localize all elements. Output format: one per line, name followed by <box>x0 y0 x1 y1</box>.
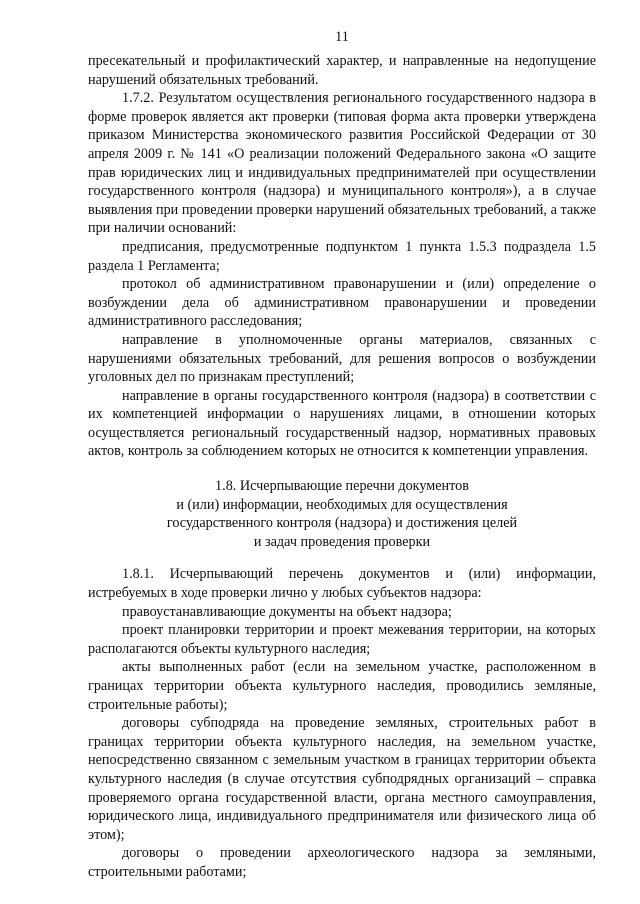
page-number: 11 <box>335 29 349 45</box>
paragraph: правоустанавливающие документы на объект надзора; <box>122 603 452 620</box>
paragraph: направление в органы государственного контроля (надзора) в соответствии с их компетенцией информации о нарушениях лицами, в отношении которых осуществляется региональный государственный надзор, нормативных правовых актов, контроль за соблюдением которых не относится к компетенции управления. <box>88 387 596 460</box>
paragraph: договоры о проведении археологического надзора за земляными, строительными работами; <box>88 845 596 880</box>
paragraph: акты выполненных работ (если на земельном участке, расположенном в границах территории объекта культурного наследия, проводились земляные, строительные работы); <box>88 659 596 713</box>
paragraph: предписания, предусмотренные подпунктом 1 пункта 1.5.3 подраздела 1.5 раздела 1 Регламента; <box>88 238 596 274</box>
paragraph: проект планировки территории и проект межевания территории, на которых располагаются объекты культурного наследия; <box>88 622 596 657</box>
heading-line: и (или) информации, необходимых для осуществления <box>176 496 508 513</box>
paragraph: договоры субподряда на проведение земляных, строительных работ в границах территории объекта культурного наследия, на земельном участке, непосредственно связанном с земельным участком в границах территории объекта культурного наследия (в случае отсутствия субподрядных организаций – справка проверяемого органа государственной власти, органа местного самоуправления, юридического лица, индивидуального предпринимателя или физического лица об этом); <box>88 715 596 843</box>
paragraph: пресекательный и профилактический характер, и направленные на недопущение нарушений обязательных требований. <box>88 53 596 88</box>
paragraph: направление в уполномоченные органы материалов, связанных с нарушениями обязательных требований, для решения вопросов о возбуждении уголовных дел по признакам преступлений; <box>88 331 596 386</box>
paragraph: протокол об административном правонарушении и (или) определение о возбуждении дела об административном правонарушении и проведении административного расследования; <box>88 276 596 330</box>
paragraph: 1.7.2. Результатом осуществления регионального государственного надзора в форме проверок является акт проверки (типовая форма акта проверки утверждена приказом Министерства экономического развития Российской Федерации от 30 апреля 2009 г. № 141 «О реализации положений Федерального закона «О защите прав юридических лиц и индивидуальных предпринимателей при осуществлении государственного контроля (надзора) и муниципального контроля»), а в случае выявления при проведении проверки нарушений обязательных требований, а также при наличии оснований: <box>88 90 596 237</box>
paragraph: 1.8.1. Исчерпывающий перечень документов и (или) информации, истребуемых в ходе проверки лично у любых субъектов надзора: <box>88 566 596 602</box>
heading-line: и задач проведения проверки <box>253 533 431 550</box>
heading-line: государственного контроля (надзора) и достижения целей <box>166 515 518 532</box>
section-1-7-body <box>88 52 596 461</box>
heading-line: 1.8. Исчерпывающие перечни документов <box>215 478 469 495</box>
section-1-8-heading <box>88 477 596 551</box>
section-1-8-body <box>88 565 596 881</box>
